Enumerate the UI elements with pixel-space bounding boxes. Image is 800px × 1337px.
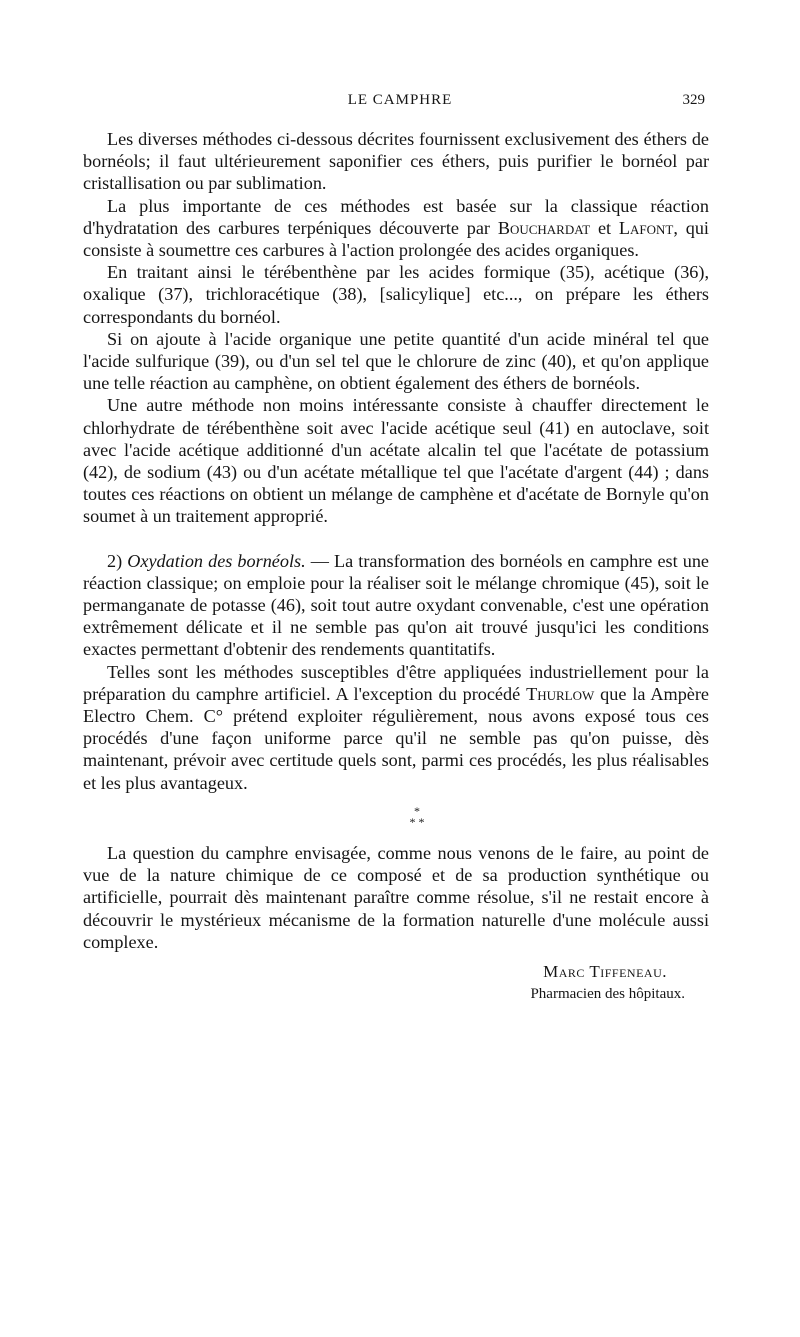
section-number: 2) — [107, 550, 128, 571]
paragraph-terebenthene: En traitant ainsi le térébenthène par les acides formique (35), acétique (36), oxalique (37), trichloracétique (38), [salicylique] etc..., on prépare les éthers correspondants du bornéol. — [83, 262, 709, 327]
author-name: Bouchardat — [497, 217, 591, 238]
signature-block — [83, 961, 709, 1005]
paragraph-conclusion: La question du camphre envisagée, comme nous venons de le faire, au point de vue de la nature chimique de ce composé et de sa production synthétique ou artificielle, pourrait dès maintenant paraître comme résolue, s'il ne restait encore à découvrir le mystérieux mécanisme de la formation naturelle d'une molécule aussi complexe. — [83, 842, 709, 952]
text-span: — La transformation des bornéols en camphre est une réaction classique; on emploie pour la réaliser soit le mélange chromique (45), soit le permanganate de potasse (46), soit tout autre oxydant convenable, c'est une opération extrêmement délicate et il ne semble pas qu'on ait trouvé jusqu'ici les conditions exactes permettant d'obtenir des rendements quantitatifs. — [83, 550, 709, 660]
asterism-top: * — [414, 803, 420, 818]
text-span: La plus importante de ces méthodes est basée sur la classique réaction d'hydratation des carbures terpéniques découverte par — [83, 195, 709, 238]
text-span: et — [590, 217, 619, 238]
section-title: Oxydation des bornéols. — [127, 550, 306, 571]
author-name: Lafont — [618, 217, 674, 238]
paragraph-chlorhydrate: Une autre méthode non moins intéressante consiste à chauffer directement le chlorhydrate de térébenthène soit avec l'acide acétique seul (41) en autoclave, soit avec l'acide acétique additionné d'un acétate alcalin tel que l'acétate de potassium (42), de sodium (43) ou d'un acétate métallique tel que l'acétate d'argent (44) ; dans toutes ces réactions on obtient un mélange de camphène et d'acétate de Bornyle qu'on soumet à un traitement approprié. — [83, 395, 709, 527]
author-signature: Marc Tiffeneau. — [543, 961, 667, 981]
author-title: Pharmacien des hôpitaux. — [530, 985, 685, 1002]
running-title: LE CAMPHRE — [347, 92, 453, 108]
paragraph-oxidation — [83, 550, 709, 661]
author-name: Thurlow — [526, 683, 595, 704]
text-span: que la Ampère Electro Chem. C° prétend exploiter régulièrement, nous avons exposé tous ces procédés d'une façon uniforme parce qu'il ne semble pas qu'on puisse, dès maintenant, prévoir avec certitude quels sont, parmi ces procédés, les plus réalisables et les plus avantageux. — [83, 683, 709, 793]
body-text — [83, 128, 709, 1005]
paragraph-industrial — [83, 661, 709, 794]
page-number: 329 — [682, 92, 705, 108]
paragraph-hydration — [83, 195, 709, 262]
running-header — [0, 92, 800, 114]
text-span: , qui consiste à soumettre ces carbures à l'action prolongée des acides organiques. — [83, 217, 709, 261]
paragraph-intro: Les diverses méthodes ci-dessous décrites fournissent exclusivement des éthers de bornéols; il faut ultérieurement saponifier ces éthers, puis purifier le bornéol par cristallisation ou par sublimation. — [83, 129, 709, 194]
text-span: Telles sont les méthodes susceptibles d'être appliquées industriellement pour la préparation du camphre artificiel. A l'exception du procédé — [83, 661, 709, 704]
asterism-divider — [125, 803, 709, 829]
asterism-bottom: * * — [409, 814, 425, 829]
paragraph-mineral-acid: Si on ajoute à l'acide organique une petite quantité d'un acide minéral tel que l'acide sulfurique (39), ou d'un sel tel que le chlorure de zinc (40), et qu'on applique une telle réaction au camphène, on obtient également des éthers de bornéols. — [83, 328, 709, 394]
